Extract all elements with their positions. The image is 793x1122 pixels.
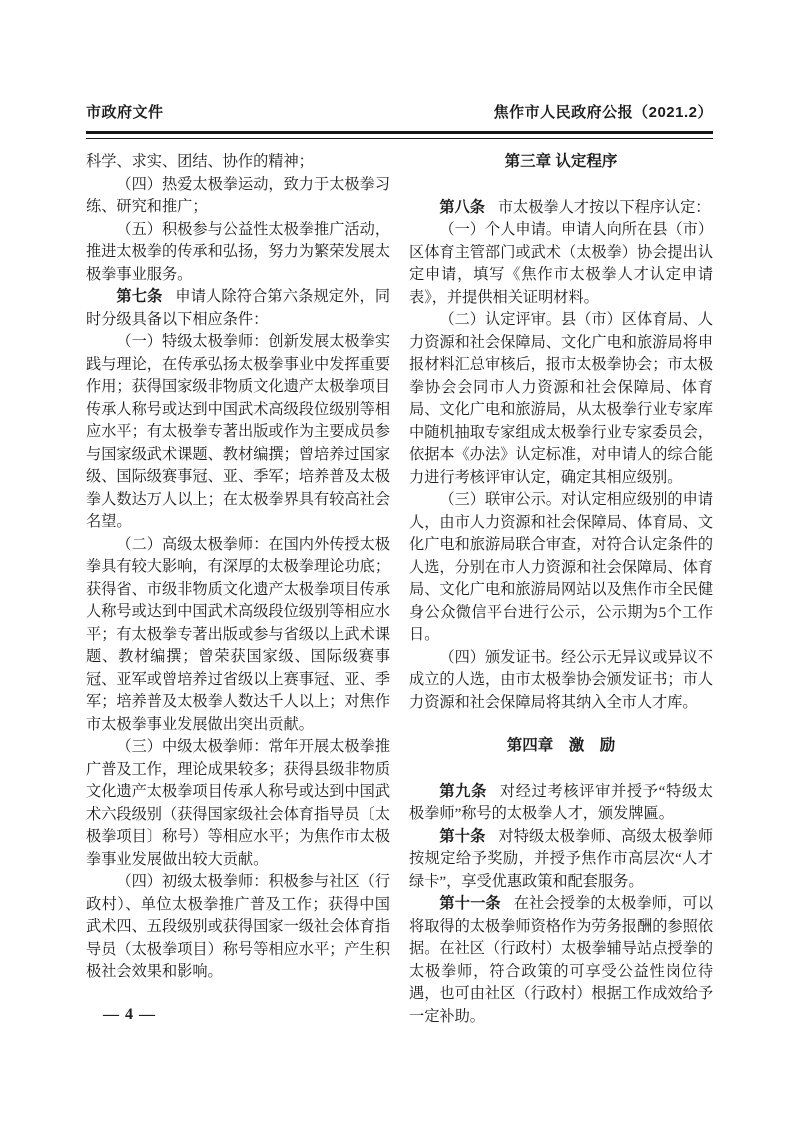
- chapter-4-heading: 第四章 激 励: [506, 737, 616, 754]
- paragraph: [86, 736, 390, 871]
- paragraph-text: （四）颁发证书。经公示无异议或异议不成立的人选，由市太极拳协会颁发证书；市人力资源和社会保障局将其纳入全市人才库。: [409, 648, 713, 711]
- paragraph: [409, 309, 713, 489]
- paragraph-text: 对特级太极拳师、高级太极拳师按规定给予奖励，并授予焦作市高层次“人才绿卡”，享受优惠政策和配套服务。: [409, 827, 714, 890]
- paragraph-text: （三）中级太极拳师：常年开展太极拳推广普及工作，理论成果较多；获得县级非物质文化遗产太极拳项目传承人称号或达到中国武术六段级别（获得国家级社会体育指导员〔太极拳项目〕称号）等相应水平；为焦作市太极拳事业发展做出较大贡献。: [86, 738, 390, 868]
- article-label: 第八条: [439, 198, 485, 216]
- paragraph: [409, 647, 713, 715]
- paragraph: [409, 219, 713, 309]
- left-column: [86, 151, 390, 1028]
- article-label: 第十条: [439, 827, 486, 845]
- paragraph-article-11: [409, 893, 713, 1028]
- page-footer: [103, 1006, 156, 1024]
- page-content: [86, 101, 713, 1028]
- paragraph-text: （一）特级太极拳师：创新发展太极拳实践与理论，在传承弘扬太极拳事业中发挥重要作用；获得国家级非物质文化遗产太极拳项目传承人称号或达到中国武术高级段位级别等相应水平；有太极拳专著出版或作为主要成员参与国家级武术课题、教材编撰；曾培养过国家级、国际级赛事冠、亚、季军；培养普及太极拳人数达万人以上；在太极拳界具有较高社会名望。: [86, 333, 390, 530]
- paragraph-article-8: [409, 197, 713, 220]
- header-left-title: 市政府文件: [86, 104, 164, 121]
- document-body: [86, 151, 713, 1028]
- article-label: 第十一条: [439, 895, 501, 912]
- header-right-title: 焦作市人民政府公报（2021.2）: [493, 104, 713, 121]
- page-number: — 4 —: [103, 1006, 156, 1023]
- header-rule: [86, 131, 713, 139]
- paragraph-text: 在社会授拳的太极拳师，可以将取得的太极拳师资格作为劳务报酬的参照依据。在社区（行政村）太极拳辅导站点授拳的太极拳师，符合政策的可享受公益性岗位待遇，也可由社区（行政村）根据工作成效给予一定补助。: [409, 895, 714, 1025]
- paragraph: [86, 151, 390, 174]
- paragraph: [86, 534, 390, 737]
- paragraph-text: （二）认定评审。县（市）区体育局、人力资源和社会保障局、文化广电和旅游局将申报材料汇总审核后，报市太极拳协会；市太极拳协会会同市人力资源和社会保障局、体育局、文化广电和旅游局，从太极拳行业专家库中随机抽取专家组成太极拳行业专家委员会，依据本《办法》认定标准，对申请人的综合能力进行考核评审认定，确定其相应级别。: [409, 311, 713, 486]
- paragraph-text: （四）热爱太极拳运动，致力于太极拳习练、研究和推广；: [86, 175, 390, 215]
- paragraph-text: 申请人除符合第六条规定外，同时分级具备以下相应条件：: [86, 288, 391, 328]
- paragraph-text: 科学、求实、团结、协作的精神；: [86, 153, 314, 170]
- paragraph-text: （一）个人申请。申请人向所在县（市）区体育主管部门或武术（太极拳）协会提出认定申请，填写《焦作市太极拳人才认定申请表》，并提供相关证明材料。: [409, 221, 713, 306]
- paragraph-article-7: [86, 286, 390, 331]
- paragraph-article-9: [409, 781, 713, 826]
- chapter-3-heading: 第三章 认定程序: [504, 153, 618, 170]
- paragraph: [409, 489, 713, 647]
- right-column: [409, 151, 713, 1028]
- article-label: 第七条: [116, 288, 163, 305]
- paragraph-text: 对经过考核评审并授予“特级太极拳师”称号的太极拳人才，颁发牌匾。: [409, 782, 713, 822]
- paragraph: [86, 174, 390, 219]
- paragraph-text: 市太极拳人才按以下程序认定：: [497, 198, 711, 216]
- paragraph-text: （二）高级太极拳师：在国内外传授太极拳具有较大影响，有深厚的太极拳理论功底；获得省、市级非物质文化遗产太极拳项目传承人称号或达到中国武术高级段位级别等相应水平；有太极拳专著出版或参与省级以上武术课题、教材编撰；曾荣获国家级、国际级赛事冠、亚军或曾培养过省级以上赛事冠、亚、季军；培养普及太极拳人数达千人以上；对焦作市太极拳事业发展做出突出贡献。: [86, 535, 390, 733]
- paragraph-article-10: [409, 826, 713, 894]
- paragraph: [86, 331, 390, 534]
- paragraph-text: （四）初级太极拳师：积极参与社区（行政村）、单位太极拳推广普及工作；获得中国武术四、五段级别或获得国家一级社会体育指导员（太极拳项目）称号等相应水平；产生积极社会效果和影响。: [86, 873, 390, 980]
- running-head: [86, 101, 713, 131]
- paragraph: [86, 871, 390, 984]
- paragraph-text: （五）积极参与公益性太极拳推广活动，推进太极拳的传承和弘扬，努力为繁荣发展太极拳事业服务。: [86, 220, 390, 283]
- article-label: 第九条: [439, 782, 488, 800]
- paragraph-text: （三）联审公示。对认定相应级别的申请人，由市人力资源和社会保障局、体育局、文化广电和旅游局联合审查，对符合认定条件的人选，分别在市人力资源和社会保障局、体育局、文化广电和旅游局网站以及焦作市全民健身公众微信平台进行公示，公示期为5个工作日。: [409, 491, 713, 643]
- paragraph: [86, 219, 390, 287]
